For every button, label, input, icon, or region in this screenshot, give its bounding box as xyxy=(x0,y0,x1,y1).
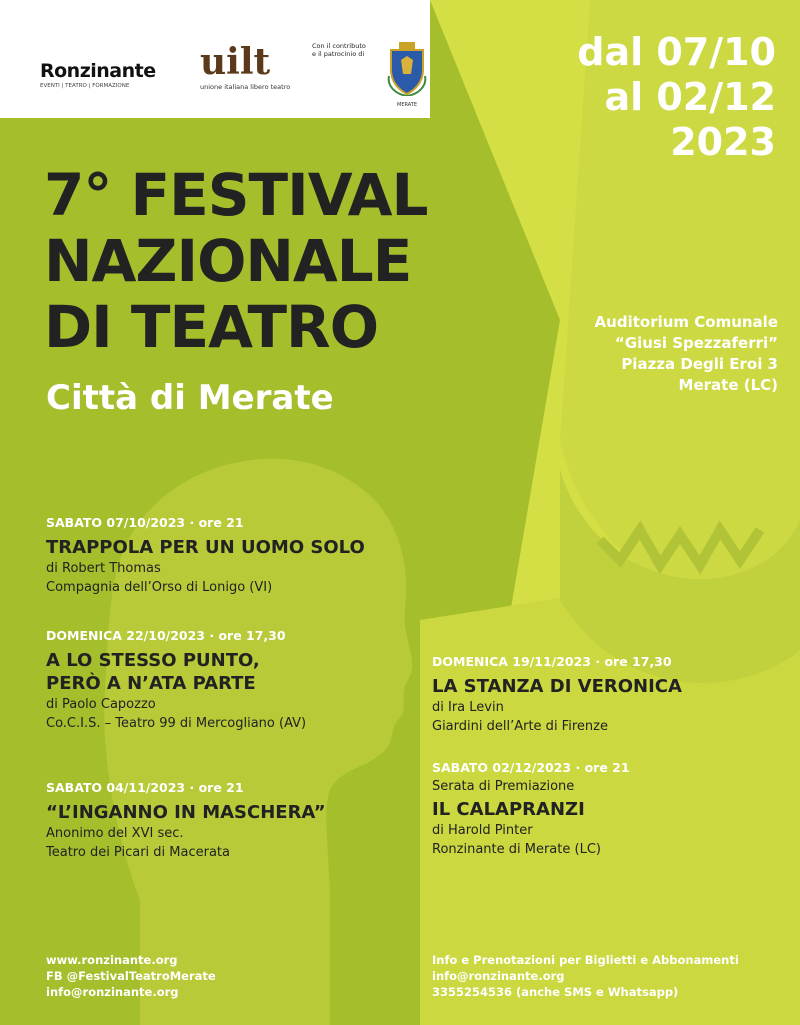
event-author: di Ira Levin xyxy=(432,700,504,715)
festival-subtitle: Città di Merate xyxy=(46,378,334,418)
venue-line4: Merate (LC) xyxy=(678,376,778,394)
event-company: Teatro dei Picari di Macerata xyxy=(46,845,230,860)
crest-icon xyxy=(385,40,429,96)
uilt-logo-subtitle: unione italiana libero teatro xyxy=(200,83,291,91)
event-date: SABATO 02/12/2023 · ore 21 xyxy=(432,760,630,775)
footer-contacts-left xyxy=(46,952,216,1000)
ronzinante-tagline: EVENTI | TEATRO | FORMAZIONE xyxy=(40,83,130,89)
footer-contacts-right xyxy=(432,952,739,1000)
event-author: Anonimo del XVI sec. xyxy=(46,826,184,841)
event-1 xyxy=(46,513,365,597)
footer-website-link[interactable]: www.ronzinante.org xyxy=(46,953,178,967)
event-note: Serata di Premiazione xyxy=(432,779,575,794)
sponsor-caption xyxy=(312,42,382,58)
sponsor-caption-line1: Con il contributo xyxy=(312,42,366,50)
event-author: di Paolo Capozzo xyxy=(46,697,156,712)
footer-info-heading: Info e Prenotazioni per Biglietti e Abbonamenti xyxy=(432,953,739,967)
footer-email-link[interactable]: info@ronzinante.org xyxy=(46,985,179,999)
title-line3: DI TEATRO xyxy=(44,293,379,361)
event-2 xyxy=(46,626,306,733)
ronzinante-logo-text: Ronzinante xyxy=(40,60,156,82)
merate-crest xyxy=(385,40,429,108)
footer-info-email-link[interactable]: info@ronzinante.org xyxy=(432,969,565,983)
festival-dates xyxy=(577,30,776,165)
event-title: IL CALAPRANZI xyxy=(432,799,585,820)
event-company: Ronzinante di Merate (LC) xyxy=(432,842,601,857)
festival-title xyxy=(44,162,428,360)
title-line1: 7° FESTIVAL xyxy=(44,161,428,229)
footer-phone: 3355254536 (anche SMS e Whatsapp) xyxy=(432,985,679,999)
crest-caption: MERATE xyxy=(397,102,417,108)
ronzinante-logo xyxy=(40,60,190,89)
event-5 xyxy=(432,758,630,859)
venue-info xyxy=(595,312,778,396)
event-company: Co.C.I.S. – Teatro 99 di Mercogliano (AV) xyxy=(46,716,307,731)
venue-line1: Auditorium Comunale xyxy=(594,313,778,331)
event-company: Compagnia dell’Orso di Lonigo (VI) xyxy=(46,580,273,595)
footer-facebook-link[interactable]: FB @FestivalTeatroMerate xyxy=(46,969,216,983)
dates-line1: dal 07/10 xyxy=(577,30,776,74)
event-3 xyxy=(46,778,326,862)
event-company: Giardini dell’Arte di Firenze xyxy=(432,719,608,734)
title-line2: NAZIONALE xyxy=(44,227,412,295)
event-title-line2: PERÒ A N’ATA PARTE xyxy=(46,673,256,694)
event-date: DOMENICA 19/11/2023 · ore 17,30 xyxy=(432,654,672,669)
dates-line2: al 02/12 xyxy=(604,75,776,119)
sponsor-caption-line2: e il patrocinio di xyxy=(312,50,365,58)
dates-line3: 2023 xyxy=(670,120,776,164)
uilt-logo-mark: uilt xyxy=(200,41,271,83)
event-title: “L’INGANNO IN MASCHERA” xyxy=(46,802,326,823)
event-date: DOMENICA 22/10/2023 · ore 17,30 xyxy=(46,628,286,643)
event-author: di Harold Pinter xyxy=(432,823,533,838)
event-title-line1: A LO STESSO PUNTO, xyxy=(46,650,260,671)
event-title: LA STANZA DI VERONICA xyxy=(432,676,682,697)
uilt-logo xyxy=(200,41,300,91)
event-date: SABATO 07/10/2023 · ore 21 xyxy=(46,515,244,530)
event-4 xyxy=(432,652,682,736)
event-author: di Robert Thomas xyxy=(46,561,161,576)
event-date: SABATO 04/11/2023 · ore 21 xyxy=(46,780,244,795)
venue-line2: “Giusi Spezzaferri” xyxy=(614,334,778,352)
event-title: TRAPPOLA PER UN UOMO SOLO xyxy=(46,537,365,558)
venue-line3: Piazza Degli Eroi 3 xyxy=(621,355,778,373)
